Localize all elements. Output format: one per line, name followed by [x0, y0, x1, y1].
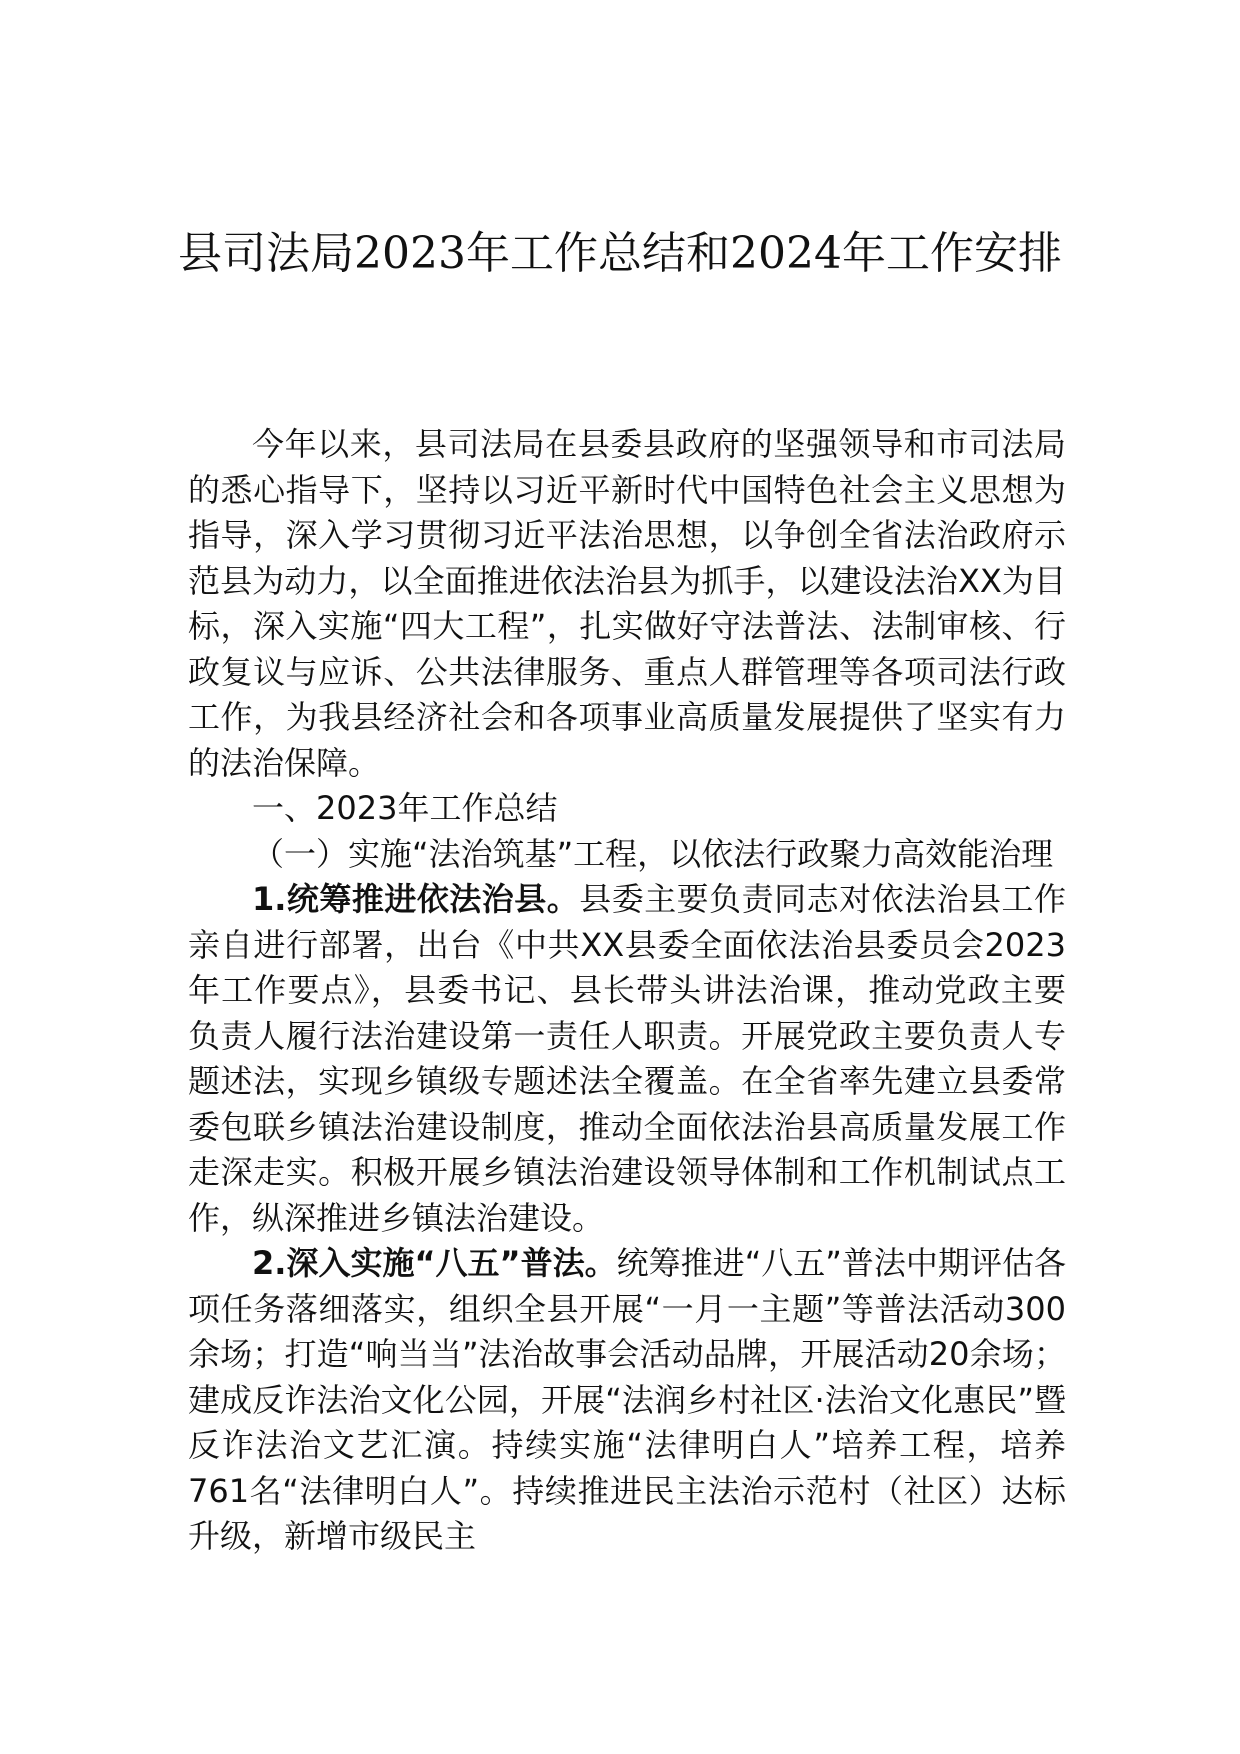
item-title: 1.统筹推进依法治县。	[252, 880, 580, 918]
intro-paragraph: 今年以来，县司法局在县委县政府的坚强领导和市司法局的悉心指导下，坚持以习近平新时代中国特色社会主义思想为指导，深入学习贯彻习近平法治思想，以争创全省法治政府示范县为动力，以全面推进依法治县为抓手，以建设法治XX为目标，深入实施“四大工程”，扎实做好守法普法、法制审核、行政复议与应诉、公共法律服务、重点人群管理等各项司法行政工作，为我县经济社会和各项事业高质量发展提供了坚实有力的法治保障。	[188, 425, 1066, 782]
subsection-heading: （一）实施“法治筑基”工程，以依法行政聚力高效能治理	[252, 834, 1054, 873]
section-heading: 一、2023年工作总结	[252, 789, 558, 827]
document-body	[188, 422, 1066, 1560]
item-paragraph	[188, 877, 1066, 1241]
document-title: 县司法局2023年工作总结和2024年工作安排	[178, 228, 1062, 279]
item-text: 统筹推进“八五”普法中期评估各项任务落细落实，组织全县开展“一月一主题”等普法活动300余场；打造“响当当”法治故事会活动品牌，开展活动20余场；建成反诈法治文化公园，开展“法润乡村社区·法治文化惠民”暨反诈法治文艺汇演。持续实施“法律明白人”培养工程，培养761名“法律明白人”。持续推进民主法治示范村（社区）达标升级，新增市级民主	[188, 1244, 1066, 1555]
item-paragraph	[188, 1241, 1066, 1560]
item-title: 2.深入实施“八五”普法。	[252, 1244, 617, 1282]
item-text: 县委主要负责同志对依法治县工作亲自进行部署，出台《中共XX县委全面依法治县委员会2023年工作要点》，县委书记、县长带头讲法治课，推动党政主要负责人履行法治建设第一责任人职责。开展党政主要负责人专题述法，实现乡镇级专题述法全覆盖。在全省率先建立县委常委包联乡镇法治建设制度，推动全面依法治县高质量发展工作走深走实。积极开展乡镇法治建设领导体制和工作机制试点工作，纵深推进乡镇法治建设。	[188, 880, 1066, 1237]
